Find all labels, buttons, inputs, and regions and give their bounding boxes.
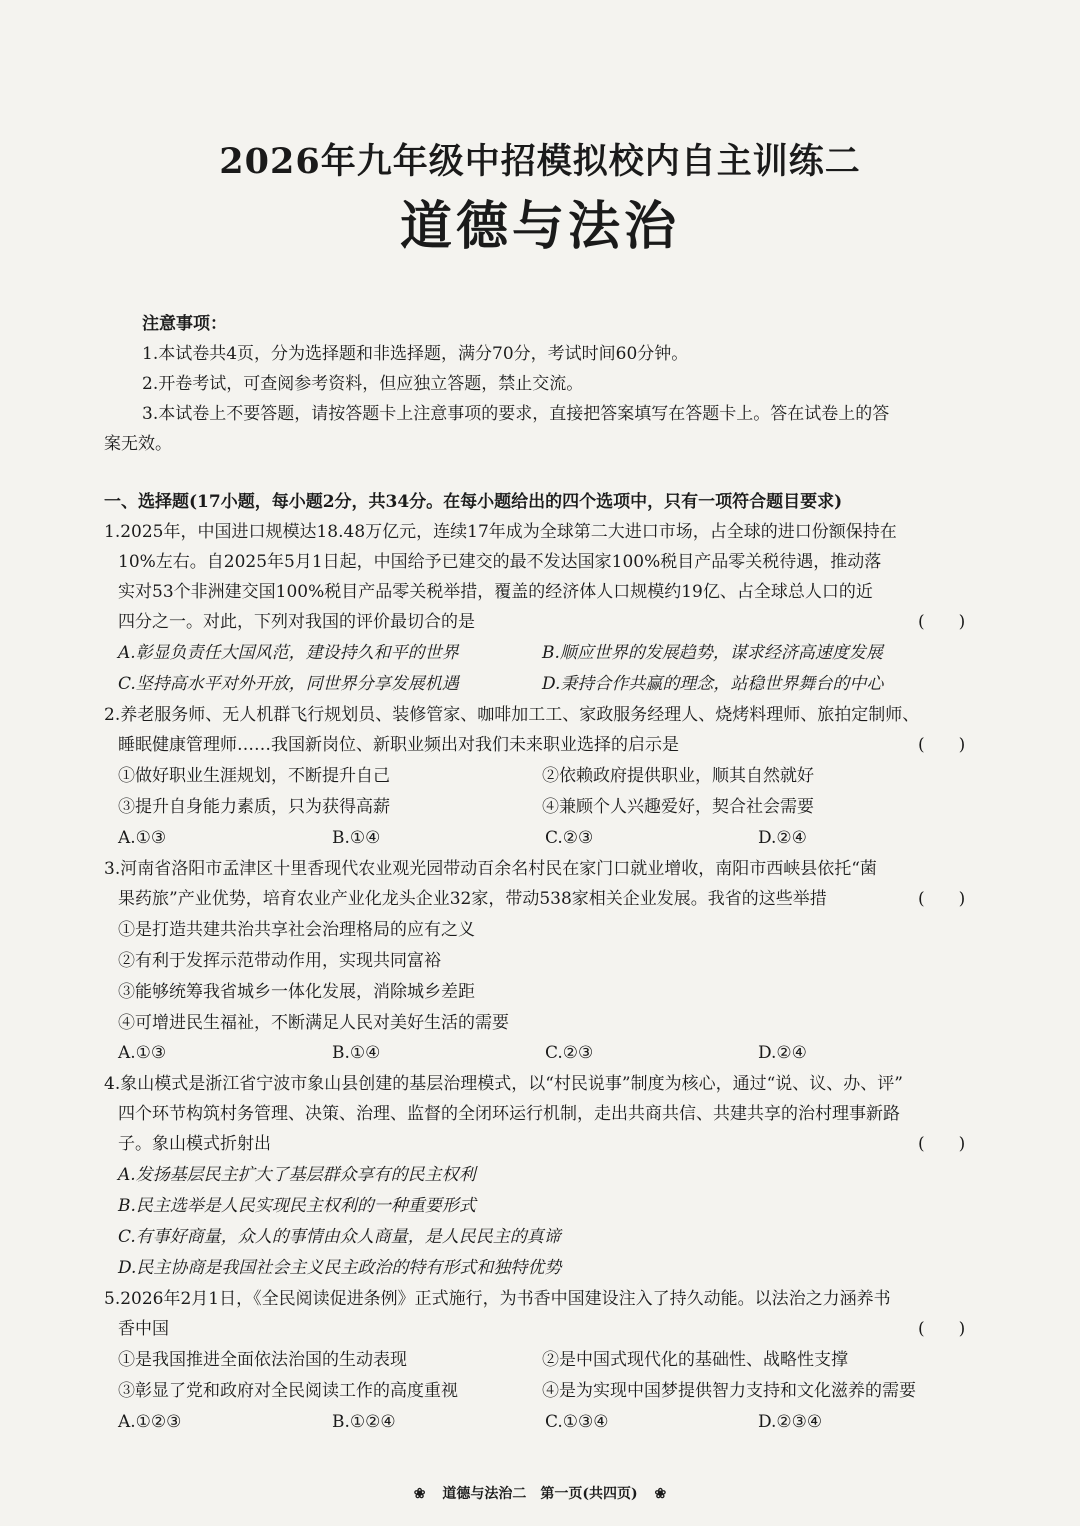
question-2-statement-4: ④兼顾个人兴趣爱好，契合社会需要 xyxy=(542,797,814,817)
question-1-option-a: A.彰显负责任大国风范，建设持久和平的世界 xyxy=(118,643,459,663)
question-2-text: 2.养老服务师、无人机群飞行规划员、装修管家、咖啡加工工、家政服务经理人、烧烤料理师、旅拍定制师、 xyxy=(104,705,920,725)
question-5-option-a: A.①②③ xyxy=(118,1412,182,1432)
answer-parenthesis: ( ) xyxy=(918,1319,966,1339)
notice-item: 3.本试卷上不要答题，请按答题卡上注意事项的要求，直接把答案填写在答题卡上。答在试卷上的答 xyxy=(142,404,890,424)
answer-parenthesis: ( ) xyxy=(918,1134,966,1154)
question-4-option-a: A.发扬基层民主扩大了基层群众享有的民主权利 xyxy=(118,1165,476,1185)
question-4-text: 四个环节构筑村务管理、决策、治理、监督的全闭环运行机制，走出共商共信、共建共享的治村理事新路 xyxy=(118,1104,900,1124)
question-3-option-a: A.①③ xyxy=(118,1043,167,1063)
question-5-text: 香中国 xyxy=(118,1319,169,1339)
question-3-statement-2: ②有利于发挥示范带动作用，实现共同富裕 xyxy=(118,951,441,971)
question-2-statement-2: ②依赖政府提供职业，顺其自然就好 xyxy=(542,766,814,786)
question-3-statement-3: ③能够统筹我省城乡一体化发展，消除城乡差距 xyxy=(118,982,475,1002)
question-5-statement-2: ②是中国式现代化的基础性、战略性支撑 xyxy=(542,1350,848,1370)
notice-title: 注意事项： xyxy=(142,314,227,334)
question-2-statement-3: ③提升自身能力素质，只为获得高薪 xyxy=(118,797,390,817)
question-3-text: 果药旅”产业优势，培育农业产业化龙头企业32家，带动538家相关企业发展。我省的这些举措 xyxy=(118,889,827,909)
question-2-option-b: B.①④ xyxy=(332,828,381,848)
answer-parenthesis: ( ) xyxy=(918,735,966,755)
question-5-option-c: C.①③④ xyxy=(545,1412,609,1432)
notice-item: 2.开卷考试，可查阅参考资料，但应独立答题，禁止交流。 xyxy=(142,374,584,394)
notice-item: 案无效。 xyxy=(104,434,172,454)
question-5-option-d: D.②③④ xyxy=(758,1412,823,1432)
page-footer xyxy=(0,1483,1080,1503)
subject-title: 道德与法治 xyxy=(399,196,680,257)
question-2-option-a: A.①③ xyxy=(118,828,167,848)
question-3-statement-4: ④可增进民生福祉，不断满足人民对美好生活的需要 xyxy=(118,1013,509,1033)
question-3-option-b: B.①④ xyxy=(332,1043,381,1063)
question-1-text: 实对53个非洲建交国100%税目产品零关税举措，覆盖的经济体人口规模约19亿、占全球总人口的近 xyxy=(118,582,873,602)
question-1-text: 四分之一。对此，下列对我国的评价最切合的是 xyxy=(118,612,475,632)
question-4-option-c: C.有事好商量，众人的事情由众人商量，是人民民主的真谛 xyxy=(118,1227,561,1247)
question-1-option-c: C.坚持高水平对外开放，同世界分享发展机遇 xyxy=(118,674,459,694)
question-3-option-c: C.②③ xyxy=(545,1043,594,1063)
answer-parenthesis: ( ) xyxy=(918,889,966,909)
question-4-text: 子。象山模式折射出 xyxy=(118,1134,271,1154)
question-2-text: 睡眠健康管理师……我国新岗位、新职业频出对我们未来职业选择的启示是 xyxy=(118,735,679,755)
section-title: 一、选择题(17小题，每小题2分，共34分。在每小题给出的四个选项中，只有一项符合题目要求) xyxy=(104,492,843,512)
question-4-option-b: B.民主选举是人民实现民主权利的一种重要形式 xyxy=(118,1196,476,1216)
flower-icon: ❀ xyxy=(413,1486,426,1502)
question-4-text: 4.象山模式是浙江省宁波市象山县创建的基层治理模式，以“村民说事”制度为核心，通过“说、议、办、评” xyxy=(104,1074,903,1094)
question-4-option-d: D.民主协商是我国社会主义民主政治的特有形式和独特优势 xyxy=(118,1258,562,1278)
question-2-option-d: D.②④ xyxy=(758,828,807,848)
question-1-option-b: B.顺应世界的发展趋势，谋求经济高速度发展 xyxy=(542,643,883,663)
question-5-option-b: B.①②④ xyxy=(332,1412,396,1432)
question-3-statement-1: ①是打造共建共治共享社会治理格局的应有之义 xyxy=(118,920,475,940)
footer-text: 道德与法治二 第一页(共四页) xyxy=(442,1486,638,1502)
exam-title: 2026年九年级中招模拟校内自主训练二 xyxy=(219,141,861,182)
question-5-statement-3: ③彰显了党和政府对全民阅读工作的高度重视 xyxy=(118,1381,458,1401)
question-2-option-c: C.②③ xyxy=(545,828,594,848)
question-3-text: 3.河南省洛阳市孟津区十里香现代农业观光园带动百余名村民在家门口就业增收，南阳市西峡县依托“菌 xyxy=(104,859,877,879)
question-1-text: 1.2025年，中国进口规模达18.48万亿元，连续17年成为全球第二大进口市场，占全球的进口份额保持在 xyxy=(104,522,897,542)
question-1-option-d: D.秉持合作共赢的理念，站稳世界舞台的中心 xyxy=(542,674,884,694)
question-5-statement-4: ④是为实现中国梦提供智力支持和文化滋养的需要 xyxy=(542,1381,916,1401)
answer-parenthesis: ( ) xyxy=(918,612,966,632)
flower-icon: ❀ xyxy=(654,1486,667,1502)
question-5-text: 5.2026年2月1日，《全民阅读促进条例》正式施行，为书香中国建设注入了持久动能。以法治之力涵养书 xyxy=(104,1289,891,1309)
question-2-statement-1: ①做好职业生涯规划，不断提升自己 xyxy=(118,766,390,786)
question-5-statement-1: ①是我国推进全面依法治国的生动表现 xyxy=(118,1350,407,1370)
question-1-text: 10%左右。自2025年5月1日起，中国给予已建交的最不发达国家100%税目产品零关税待遇，推动落 xyxy=(118,552,882,572)
question-3-option-d: D.②④ xyxy=(758,1043,807,1063)
notice-item: 1.本试卷共4页，分为选择题和非选择题，满分70分，考试时间60分钟。 xyxy=(142,344,689,364)
